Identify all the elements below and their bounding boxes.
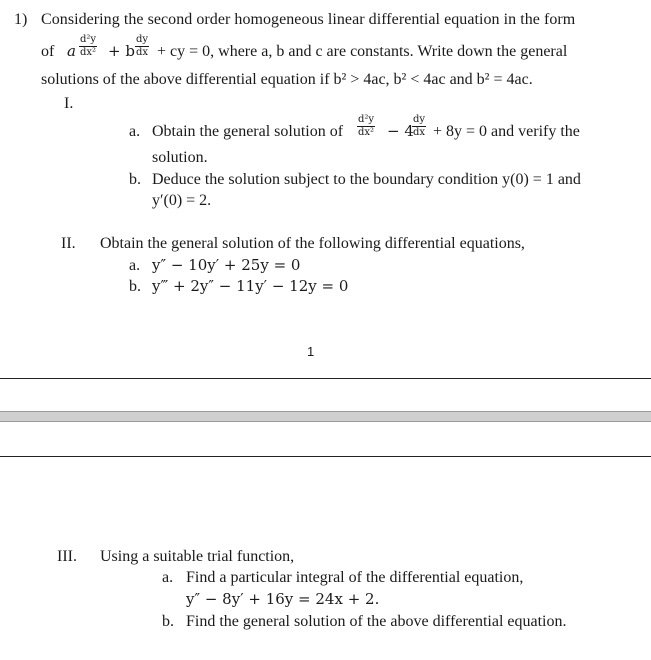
part-I-label: I. (64, 95, 74, 112)
part-III-a-equation: y″ − 8y′ + 16y = 24x + 2. (186, 590, 380, 608)
part-I-a-text-cont: solution. (152, 149, 208, 166)
question-line-3: solutions of the above differential equation if b² > 4ac, b² < 4ac and b² = 4ac. (41, 71, 533, 88)
part-II-b-equation: y‴ + 2y″ − 11y′ − 12y = 0 (152, 277, 349, 295)
fraction-d2y-dx2 (357, 115, 375, 138)
fraction-denominator: dx (413, 127, 426, 138)
fraction-numerator: d²y (358, 114, 375, 125)
part-III-intro: Using a suitable trial function, (100, 548, 295, 565)
fraction-d2y-dx2 (79, 35, 97, 58)
page-gap-band (0, 411, 651, 422)
eq-plus-b: + b (108, 42, 135, 60)
fraction-denominator: dx (136, 47, 149, 58)
part-I-a-label: a. (129, 123, 141, 140)
question-line-2-rest: + cy = 0, where a, b and c are constants. Write down the general (157, 43, 568, 60)
part-I-b-text: Deduce the solution subject to the boundary condition y(0) = 1 and (152, 171, 581, 188)
page-number: 1 (307, 344, 315, 359)
part-II-intro: Obtain the general solution of the following differential equations, (100, 235, 525, 252)
page-bottom-border (0, 378, 651, 379)
part-III-a-label: a. (162, 569, 174, 586)
eq-minus-4: − 4 (387, 122, 414, 140)
part-II-b-label: b. (129, 278, 141, 295)
part-I-b-label: b. (129, 171, 141, 188)
question-line-2-of: of (41, 43, 55, 60)
fraction-numerator: d²y (80, 34, 97, 45)
part-III-b-text: Find the general solution of the above differential equation. (186, 613, 567, 630)
fraction-dy-dx (135, 35, 149, 58)
part-I-a-text: Obtain the general solution of (152, 123, 344, 140)
fraction-denominator: dx² (80, 47, 97, 58)
part-III-a-text: Find a particular integral of the differential equation, (186, 569, 524, 586)
fraction-denominator: dx² (358, 127, 375, 138)
part-III-label: III. (57, 548, 77, 565)
fraction-dy-dx (412, 115, 426, 138)
part-I-a-text-rest: + 8y = 0 and verify the (433, 123, 580, 140)
eq-coefficient-a: a (67, 42, 76, 60)
part-II-label: II. (61, 235, 76, 252)
part-I-b-text-cont: y′(0) = 2. (152, 192, 212, 209)
part-II-a-equation: y″ − 10y′ + 25y = 0 (152, 256, 301, 274)
fraction-numerator: dy (413, 114, 426, 125)
page-top-border (0, 456, 651, 457)
part-II-a-label: a. (129, 257, 141, 274)
fraction-numerator: dy (136, 34, 149, 45)
part-III-b-label: b. (162, 613, 174, 630)
question-number: 1) (14, 11, 28, 28)
question-line-1: Considering the second order homogeneous linear differential equation in the form (41, 11, 576, 28)
